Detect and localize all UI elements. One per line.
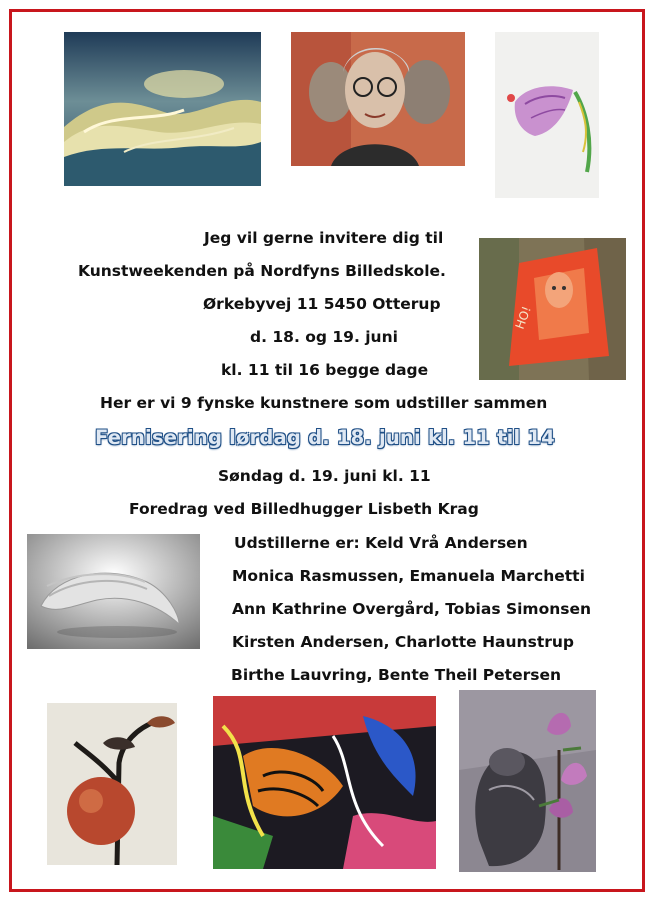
exhibitors-line-3: Ann Kathrine Overgård, Tobias Simonsen bbox=[232, 600, 592, 618]
painting-bird-fruit bbox=[47, 703, 177, 865]
exhibitors-line-2: Monica Rasmussen, Emanuela Marchetti bbox=[232, 567, 585, 585]
exhibitors-line-5: Birthe Lauvring, Bente Theil Petersen bbox=[231, 666, 562, 684]
invitation-line-2: Kunstweekenden på Nordfyns Billedskole. bbox=[78, 262, 446, 280]
invitation-line-1: Jeg vil gerne invitere dig til bbox=[204, 229, 444, 247]
painting-red-figure bbox=[479, 238, 626, 380]
svg-text:HO!: HO! bbox=[512, 304, 534, 332]
dates-line: d. 18. og 19. juni bbox=[250, 328, 398, 346]
lecture-line: Foredrag ved Billedhugger Lisbeth Krag bbox=[129, 500, 479, 518]
painting-portrait bbox=[291, 32, 465, 166]
artists-count-line: Her er vi 9 fynske kunstnere som udstiller sammen bbox=[100, 394, 548, 412]
painting-magnolia bbox=[459, 690, 596, 872]
address-line: Ørkebyvej 11 5450 Otterup bbox=[203, 295, 441, 313]
painting-abstract bbox=[213, 696, 436, 869]
exhibitors-line-4: Kirsten Andersen, Charlotte Haunstrup bbox=[232, 633, 574, 651]
vernissage-headline: Fernisering lørdag d. 18. juni kl. 11 til 14 bbox=[95, 426, 555, 449]
painting-waves bbox=[64, 32, 261, 186]
drawing-flower bbox=[495, 32, 599, 198]
sunday-line: Søndag d. 19. juni kl. 11 bbox=[218, 467, 431, 485]
exhibitors-line-1: Udstillerne er: Keld Vrå Andersen bbox=[234, 534, 528, 552]
sculpture-wing bbox=[27, 534, 200, 649]
hours-line: kl. 11 til 16 begge dage bbox=[221, 361, 429, 379]
